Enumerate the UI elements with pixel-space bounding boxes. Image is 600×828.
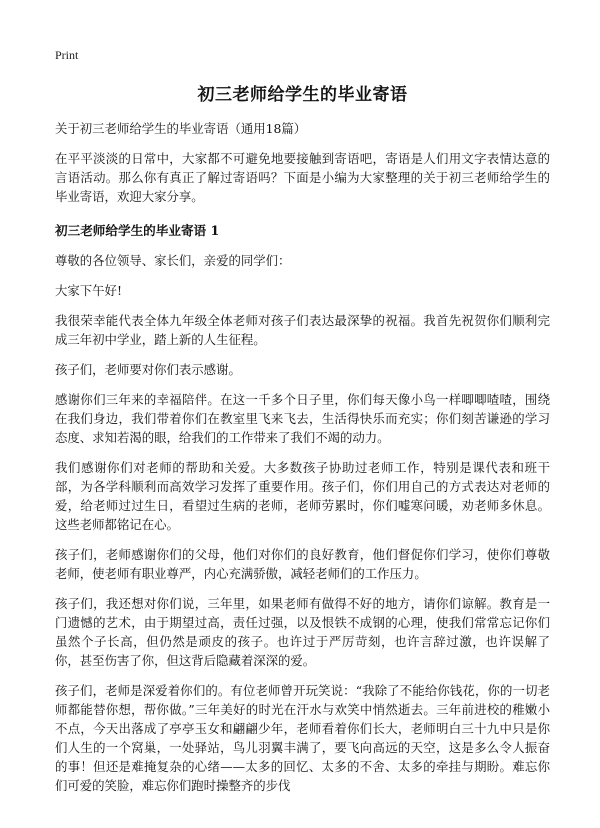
body-paragraph: 我很荣幸能代表全体九年级全体老师对孩子们表达最深挚的祝福。我首先祝贺你们顺利完成三年初中学业，踏上新的人生征程。 [55,313,550,347]
page-title: 初三老师给学生的毕业寄语 [197,85,408,105]
subtitle-line: 关于初三老师给学生的毕业寄语（通用18篇） [55,121,307,136]
print-link[interactable]: Print [55,48,79,62]
intro-paragraph: 在平平淡淡的日常中，大家都不可避免地要接触到寄语吧，寄语是人们用文字表情达意的言语活动。那么你有真正了解过寄语吗？下面是小编为大家整理的关于初三老师给学生的毕业寄语，欢迎大家分享。 [55,151,550,204]
body-paragraph: 孩子们，老师感谢你们的父母，他们对你们的良好教育，他们督促你们学习，使你们尊敬老师，使老师有职业尊严，内心充满骄傲，减轻老师们的工作压力。 [55,547,550,581]
greeting-line: 大家下午好! [55,283,122,298]
body-paragraph: 孩子们，老师要对你们表示感谢。 [55,362,241,377]
article [55,80,550,806]
body-paragraph: 我们感谢你们对老师的帮助和关爱。大多数孩子协助过老师工作，特别是课代表和班干部，为各学科顺利而高效学习发挥了重要作用。孩子们，你们用自己的方式表达对老师的爱，给老师过过生日，看望过生病的老师，老师劳累时，你们嘘寒问暖，劝老师多休息。这些老师都铭记在心。 [55,460,550,532]
section-heading: 初三老师给学生的毕业寄语 1 [55,223,220,238]
body-paragraph: 孩子们，老师是深爱着你们的。有位老师曾开玩笑说：“我除了不能给你钱花，你的一切老师都能替你想，帮你做。”三年美好的时光在汗水与欢笑中悄然逝去。三年前进校的稚嫩小不点，今天出落成了亭亭玉女和翩翩少年，老师看着你们长大，老师明白三十九中只是你们人生的一个窝巢，一处驿站，鸟儿羽翼丰满了，要飞向高远的天空，这是多么令人振奋的事！但还是难掩复杂的心绪——太多的回忆、太多的不舍、太多的牵挂与期盼。难忘你们可爱的笑脸，难忘你们跑时操整齐的步伐 [55,683,550,793]
body-paragraph: 感谢你们三年来的幸福陪伴。在这一千多个日子里，你们每天像小鸟一样唧唧喳喳，围绕在我们身边，我们带着你们在教室里飞来飞去，生活得快乐而充实；你们刻苦谦逊的学习态度、求知若渴的眼，给我们的工作带来了我们不竭的动力。 [55,392,550,445]
greeting-paragraph: 尊敬的各位领导、家长们，亲爱的同学们： [55,253,291,268]
body-paragraph: 孩子们，我还想对你们说，三年里，如果老师有做得不好的地方，请你们谅解。教育是一门遗憾的艺术，由于期望过高，责任过强，以及恨铁不成钢的心理，使我们常常忘记你们虽然个子长高，但仍然是顽皮的孩子。也许过于严厉苛刻，也许言辞过激，也许误解了你，甚至伤害了你，但这背后隐藏着深深的爱。 [55,596,550,668]
